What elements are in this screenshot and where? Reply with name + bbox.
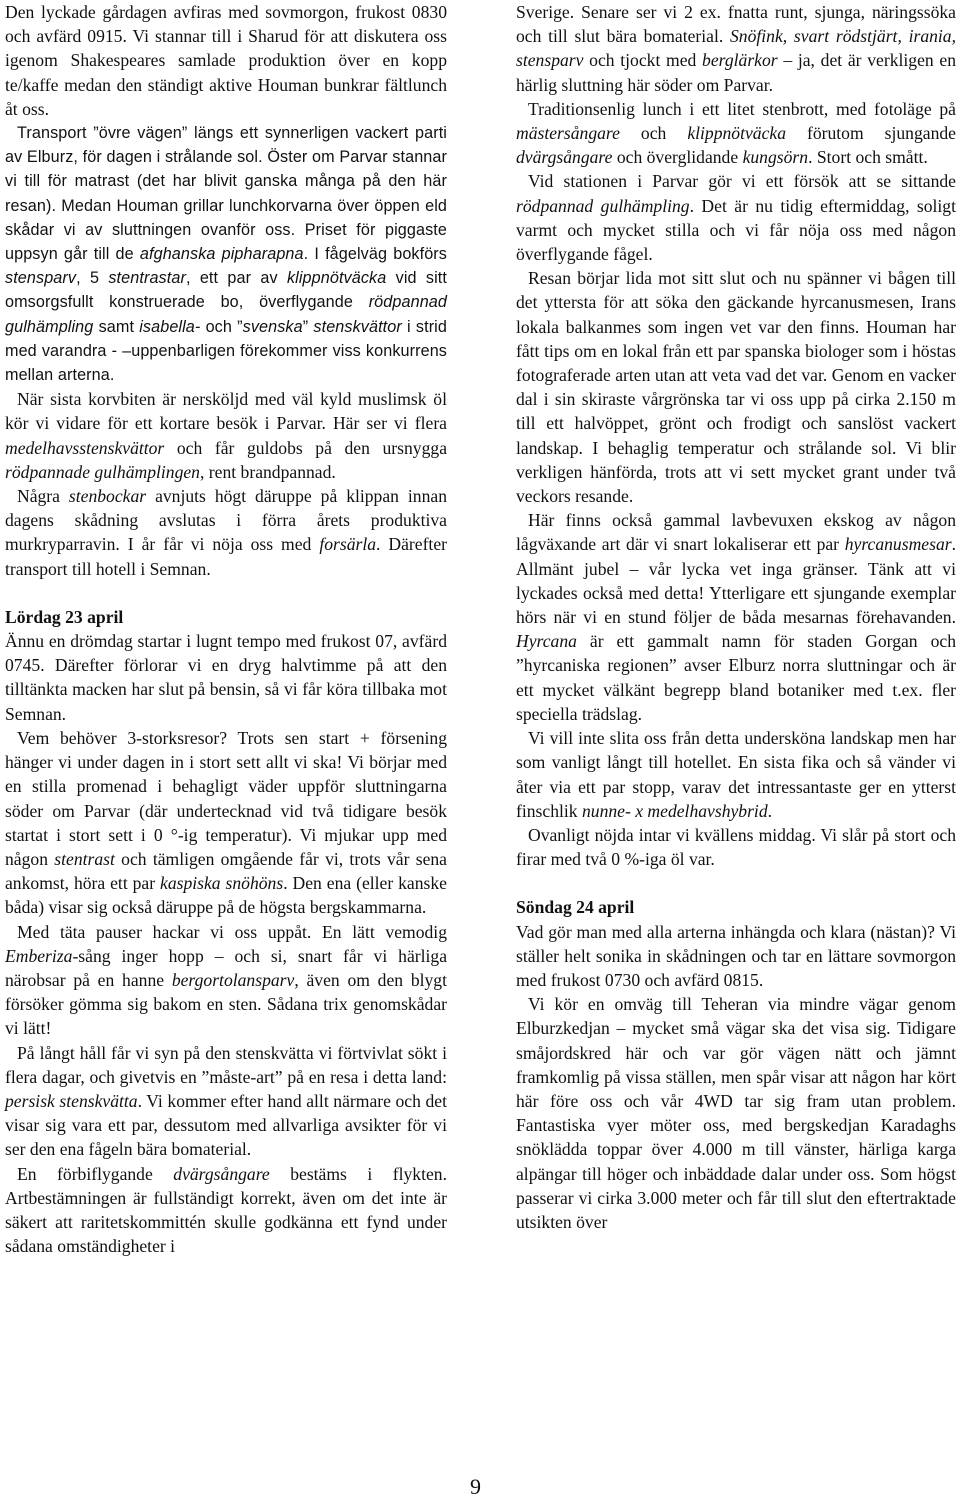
text-run: . Det är nu tidig eftermiddag, soligt varmt och mycket stilla och vi får nöja oss med någon överflygande fågel. <box>516 195 956 265</box>
italic-text: stentrastar <box>108 269 186 288</box>
paragraph <box>5 629 447 726</box>
left-column <box>5 0 447 1258</box>
italic-text: dvärgsångare <box>516 147 613 168</box>
text-run: och tämligen omgående får vi, trots vår sena ankomst, höra ett par <box>5 848 447 894</box>
section-heading: Lördag 23 april <box>5 606 124 627</box>
text-run: och <box>619 123 688 144</box>
italic-text: rödpannad gulhämpling <box>5 293 447 336</box>
text-run: i strid med varandra - –uppenbarligen förekommer viss konkurrens mellan arterna. <box>5 317 447 385</box>
text-run: Sverige. Senare ser vi 2 ex. fnatta runt, sjunga, näringssöka och till slut bära bomaterial. <box>516 2 956 47</box>
text-run: – ja, det är verkligen en härlig sluttning här söder om Parvar. <box>516 50 956 95</box>
paragraph <box>516 266 956 508</box>
text-run: Ännu en drömdag startar i lugnt tempo med frukost 07, avfärd 0745. Därefter förlorar vi en dryg halvtimme på att den tilltänkta macken har slut på bensin, så vi får köra tillbaka mot Semnan. <box>5 631 447 724</box>
text-run: Traditionsenlig lunch i ett litet stenbrott, med fotoläge på <box>528 98 956 119</box>
text-run: . Därefter transport till hotell i Semnan. <box>5 534 447 579</box>
italic-text: klippnötväcka <box>687 123 786 144</box>
page-number: 9 <box>470 1474 481 1499</box>
paragraph <box>516 992 956 1234</box>
paragraph <box>516 823 956 871</box>
text-run: Med täta pauser hackar vi oss uppåt. En lätt vemodig <box>17 921 447 942</box>
text-run: . Den ena (eller kanske båda) visar sig också däruppe på de högsta bergskammarna. <box>5 873 447 918</box>
italic-text: stentrast <box>54 848 115 869</box>
paragraph <box>5 726 447 920</box>
text-run: Vad gör man med alla arterna inhängda och klara (nästan)? Vi ställer helt sonika in skådningen och tar en lättare sovmorgon med frukost 0730 och avfärd 0815. <box>516 921 956 990</box>
text-run: Den lyckade gårdagen avfiras med sovmorgon, frukost 0830 och avfärd 0915. Vi stannar till i Sharud för att diskutera oss igenom Shakespeares samlade produktion över en kopp te/kaffe medan den ständigt aktive Houman bunkrar fältlunch åt oss. <box>5 2 447 119</box>
text-run: . <box>767 800 773 821</box>
text-run: . Vi kommer efter hand allt närmare och det visar sig vara ett par, dessutom med allvarliga avsikter för vi ser den ena fågeln bära bomaterial. <box>5 1090 447 1160</box>
italic-text: nunne- x medelhavshybrid <box>581 800 768 821</box>
text-run: Vi vill inte slita oss från detta undersköna landskap men har som vanligt långt till hotellet. En sista fika och så vänder vi åter via ett par stopp, varav det intressantaste ger en ytterst finschlik <box>516 728 956 821</box>
text-run: , även om den blygt försöker gömma sig bakom en sten. Sådana trix genomskådar vi lätt! <box>5 969 447 1039</box>
text-run: är ett gammalt namn för staden Gorgan och ”hyrcaniska regionen” avser Elburz norra sluttningar och är ett mycket välkänt begrepp bland botaniker med t.ex. fler speciella trädslag. <box>516 631 956 724</box>
italic-text: mästersångare <box>516 123 620 144</box>
text-run: förutom sjungande <box>786 123 956 144</box>
text-run: . Stort och smått. <box>808 147 928 168</box>
text-run: , 5 <box>76 269 109 288</box>
text-run: , rent brandpannad. <box>199 461 336 482</box>
text-run: En förbiflygande <box>17 1163 174 1184</box>
italic-text: dvärgsångare <box>173 1163 270 1184</box>
italic-text: medelhavsstenskvättor <box>5 437 165 458</box>
right-column <box>516 0 956 1234</box>
text-run: . Allmänt jubel – vår lycka vet inga gränser. Tänk att vi lyckades också med detta! Ytterligare ett sjungande exemplar hörs när vi en stund följer de båda mesarnas förehavanden. <box>516 534 956 628</box>
text-run: och tjockt med <box>583 50 703 71</box>
text-run: Resan börjar lida mot sitt slut och nu spänner vi bågen till det yttersta för att söka den gäckande hyrcanusmesen, Irans lokala balkanmes som ingen vet var den finns. Houman har fått tips om en lokal från ett par spanska biologer som i höstas fotograferade arten utan att veta vad det var. Genom en vacker dal i sin skiraste vårgrönska tar vi oss upp på cirka 2.150 m till ett halvöppet, grönt och frodigt och sanslöst vackert landskap. I behaglig temperatur och strålande sol. Vi blir verkligen hänförda, trots att vi sett mycket grant under två veckors resande. <box>516 268 956 507</box>
paragraph <box>516 169 956 266</box>
text-run: avnjuts högt däruppe på klippan innan dagens skådning avslutas i förra årets produktiva murkryparravin. I år får vi nöja oss med <box>5 486 447 555</box>
italic-text: isabella- <box>139 317 201 336</box>
italic-text: forsärla <box>319 534 377 555</box>
paragraph <box>5 121 447 387</box>
paragraph <box>516 97 956 170</box>
italic-text: hyrcanusmesar <box>844 534 952 555</box>
italic-text: afghanska pipharарna <box>139 245 304 264</box>
paragraph <box>5 387 447 484</box>
italic-text: kaspiska snöhöns <box>160 873 284 894</box>
text-run: ” <box>302 317 314 336</box>
text-run: Några <box>17 486 69 507</box>
italic-text: stenskvättor <box>313 317 402 336</box>
text-run: och får guldobs på den ursnygga <box>164 437 447 458</box>
text-run: När sista korvbiten är nersköljd med väl kyld muslimsk öl kör vi vidare för ett kortare besök i Parvar. Här ser vi flera <box>5 389 447 434</box>
text-run: samt <box>93 317 140 336</box>
paragraph <box>5 1041 447 1162</box>
paragraph <box>5 920 447 1041</box>
text-run: Vi kör en omväg till Teheran via mindre vägar genom Elburzkedjan – mycket små vägar ska det visa sig. Tidigare småjordskred här och var gör vägen nätt och jämnt framkomlig på vissa ställen, men spår visar att någon har kört här före oss och vår 4WD tar sig fram utan problem. Fantastiska vyer möter oss, med bergskedjan Karadaghs snöklädda toppar över 4.000 m till vänster, härliga karga alpängar till höger och inbäddade dalar under oss. Som högst passerar vi cirka 3.000 meter och får till slut den eftertraktade utsikten över <box>516 994 956 1232</box>
italic-text: stenbockar <box>68 486 147 507</box>
text-run: Vid stationen i Parvar gör vi ett försök att se sittande <box>528 171 956 192</box>
paragraph <box>5 484 447 581</box>
italic-text: bergortolansparv <box>171 969 295 990</box>
paragraph <box>5 0 447 121</box>
italic-text: stensparv <box>5 269 77 288</box>
italic-text: kungsörn <box>742 147 809 168</box>
paragraph <box>516 920 956 993</box>
italic-text: rödpannade gulhämplingen <box>5 461 200 482</box>
text-run: Här finns också gammal lavbevuxen ekskog av någon lågväxande art där vi snart lokaliserar ett par <box>516 510 956 555</box>
text-run: vid sitt omsorgsfullt konstruerade bo, överflygande <box>5 269 447 312</box>
italic-text: Snöfink, svart rödstjärt, irania, stensparv <box>516 26 956 71</box>
text-run: , ett par av <box>185 269 287 288</box>
text-run: . I fågelväg bokförs <box>303 245 447 264</box>
italic-text: berglärkor <box>702 50 778 71</box>
text-run: och ” <box>200 317 243 336</box>
text-run: -sång inger hopp – och si, snart får vi härliga närobsar på en hanne <box>5 945 447 990</box>
text-run: Ovanligt nöjda intar vi kvällens middag. Vi slår på stort och firar med två 0 %-iga öl var. <box>516 824 956 870</box>
italic-text: Emberiza <box>5 945 73 966</box>
text-run: På långt håll får vi syn på den stenskvätta vi förtvivlat sökt i flera dagar, och givetvis en ”måste-art” på en resa i detta land: <box>5 1042 447 1087</box>
section-heading: Söndag 24 april <box>516 897 635 918</box>
italic-text: klippnötväcka <box>286 269 387 288</box>
paragraph <box>516 726 956 823</box>
text-run: och överglidande <box>612 147 743 168</box>
italic-text: rödpannad gulhämpling <box>516 195 690 216</box>
text-run: Transport ”övre vägen” längs ett synnerligen vackert parti av Elburz, för dagen i strålande sol. Öster om Parvar stannar vi till för matrast (det har blivit ganska många på den här resan). Medan Houman grillar lunchkorvarna över öppen eld skådar vi av sluttningen ovanför oss. Priset för piggaste uppsyn går till de <box>5 124 447 264</box>
paragraph <box>516 508 956 726</box>
text-run: bestäms i flykten. Artbestämningen är fullständigt korrekt, även om det inte är säkert att raritetskommittén skulle godkänna ett fynd under sådana omständigheter i <box>5 1163 447 1257</box>
italic-text: persisk stenskvätta <box>5 1090 138 1111</box>
paragraph <box>5 1162 447 1259</box>
text-run: Vem behöver 3-storksresor? Trots sen start + försening hänger vi under dagen in i stort sett allt vi ska! Vi börjar med en stilla promenad i behagligt väder uppför sluttningarna söder om Parvar (där undertecknad vid två tidigare besök startat i stort sett i 0 °-ig temperatur). Vi mjukar upp med någon <box>5 727 447 869</box>
italic-text: svenska <box>242 317 303 336</box>
italic-text: Hyrcana <box>516 631 577 652</box>
paragraph <box>516 0 956 97</box>
